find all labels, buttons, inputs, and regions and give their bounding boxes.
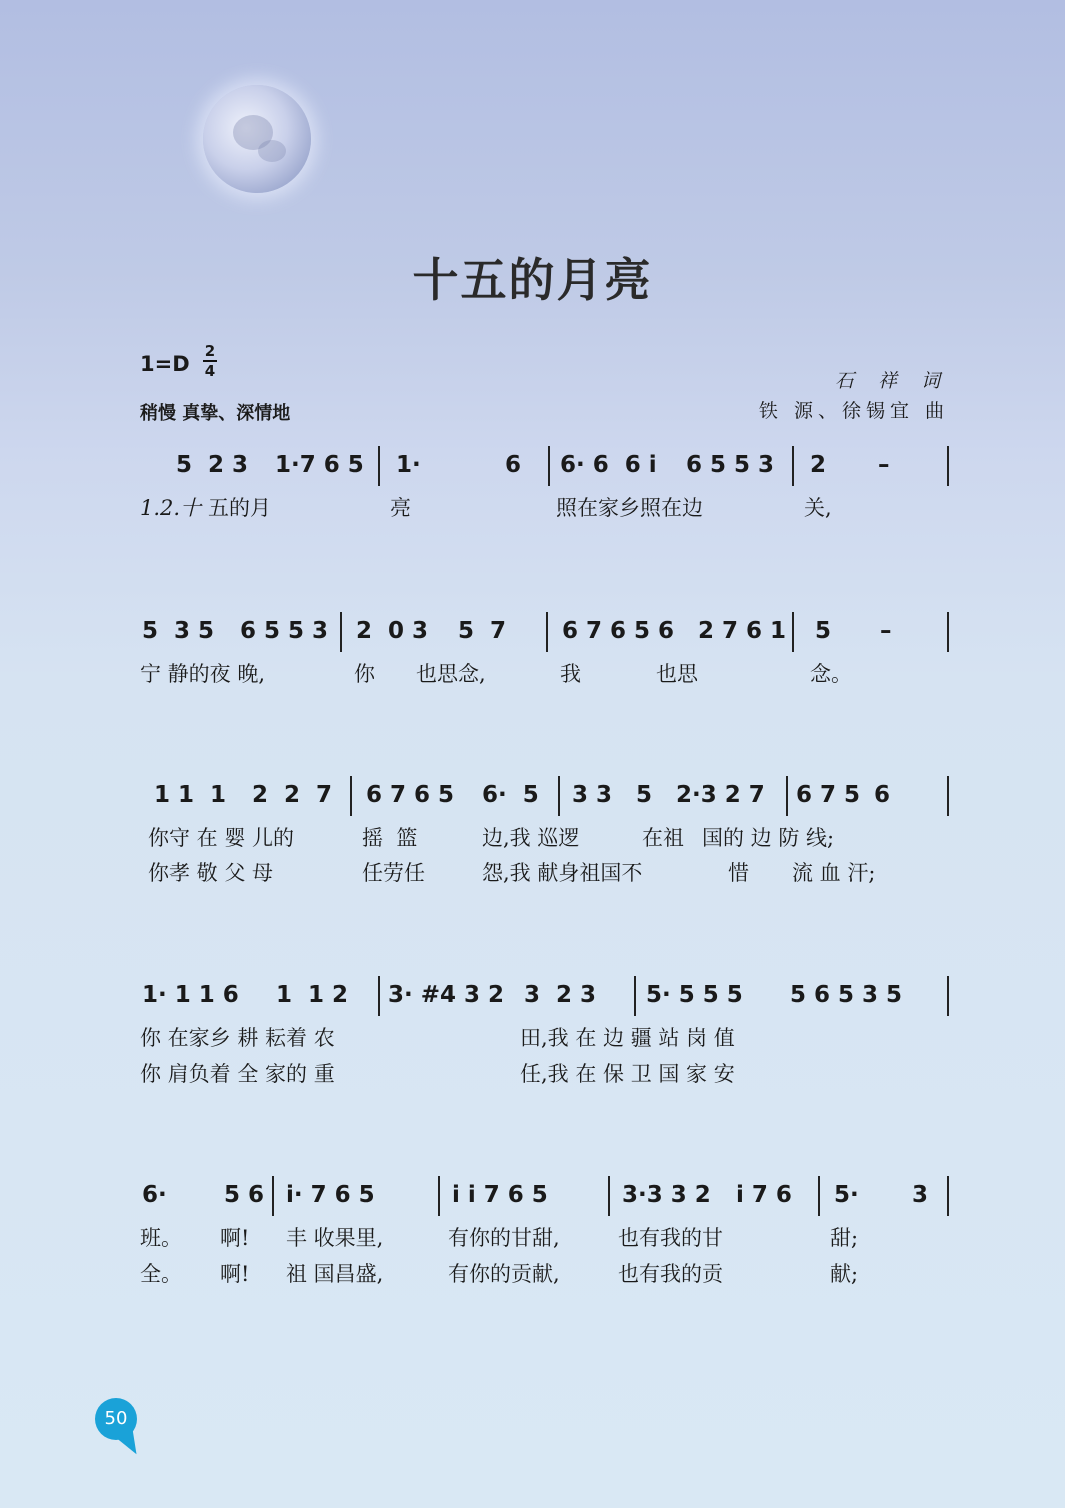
note-group: 1 1 2 xyxy=(276,982,349,1008)
lyrics-row-3-verse-1 xyxy=(140,822,955,852)
barline xyxy=(350,776,352,816)
lyric: 摇 篮 xyxy=(362,826,418,850)
lyrics-row-3-verse-2 xyxy=(140,857,955,887)
note-group: i i 7 6 5 xyxy=(452,1182,548,1208)
lyric: 也有我的贡 xyxy=(618,1262,723,1286)
lyric: 惜 xyxy=(728,861,749,885)
lyric: 献; xyxy=(830,1262,859,1286)
barline xyxy=(792,446,794,486)
lyrics-row-5-verse-1 xyxy=(140,1222,955,1252)
lyric: 啊! xyxy=(220,1262,250,1286)
barline xyxy=(786,776,788,816)
lyric: 也思 xyxy=(656,662,698,686)
lyric: 关, xyxy=(804,496,832,520)
barline xyxy=(378,446,380,486)
lyrics-row-4-verse-2 xyxy=(140,1058,955,1088)
note-group: 6 xyxy=(505,452,522,478)
lyric: 1.2.十 xyxy=(140,496,202,520)
barline xyxy=(438,1176,440,1216)
time-signature-top: 2 xyxy=(204,342,216,360)
moon-image xyxy=(203,85,311,193)
lyric: 有你的甘甜, xyxy=(448,1226,560,1250)
lyric: 有你的贡献, xyxy=(448,1262,560,1286)
note-group: 6 7 6 5 xyxy=(366,782,455,808)
note-group: 6· 6 6 i xyxy=(560,452,657,478)
note-group: 1· xyxy=(396,452,421,478)
time-signature-bottom: 4 xyxy=(204,362,216,380)
lyric: 流 血 汗; xyxy=(792,861,876,885)
note-group: 2 xyxy=(810,452,827,478)
note-group: – xyxy=(878,452,890,478)
note-group: 2 7 6 1 xyxy=(698,618,787,644)
note-group: 6 7 5 xyxy=(796,782,861,808)
lyric: 你守 在 婴 儿的 xyxy=(148,826,295,850)
barline xyxy=(548,446,550,486)
lyrics-row-2 xyxy=(140,658,955,688)
lyric: 国的 边 防 线; xyxy=(702,826,835,850)
note-group: 2·3 2 7 xyxy=(676,782,765,808)
note-group: 3 xyxy=(912,1182,929,1208)
note-group: 1 1 1 xyxy=(154,782,227,808)
lyric: 任劳任 xyxy=(362,861,425,885)
note-group: 6 7 6 5 6 xyxy=(562,618,675,644)
barline xyxy=(608,1176,610,1216)
lyric: 边,我 巡逻 xyxy=(482,826,580,850)
lyric: 念。 xyxy=(810,662,852,686)
lyric: 啊! xyxy=(220,1226,250,1250)
barline xyxy=(792,612,794,652)
note-group: 6 5 5 3 xyxy=(686,452,775,478)
note-group: 3·3 3 2 xyxy=(622,1182,711,1208)
note-group: i 7 6 xyxy=(736,1182,792,1208)
lyric: 宁 静的夜 晚, xyxy=(140,662,266,686)
lyric: 丰 收果里, xyxy=(286,1226,384,1250)
lyrics-row-1 xyxy=(140,492,955,522)
barline xyxy=(546,612,548,652)
notes-row-4 xyxy=(140,982,955,1022)
notes-row-1 xyxy=(140,452,955,492)
note-group: 5 xyxy=(815,618,832,644)
note-group: 6 xyxy=(874,782,891,808)
lyric: 你孝 敬 父 母 xyxy=(148,861,274,885)
barline xyxy=(947,976,949,1016)
lyric: 也有我的甘 xyxy=(618,1226,723,1250)
note-group: 2 2 7 xyxy=(252,782,333,808)
note-group: 5 3 5 xyxy=(142,618,215,644)
lyric: 你 在家乡 耕 耘着 农 xyxy=(140,1026,335,1050)
lyrics-row-4-verse-1 xyxy=(140,1022,955,1052)
barline xyxy=(947,1176,949,1216)
note-group: 3· #4 3 2 xyxy=(388,982,505,1008)
lyric: 祖 国昌盛, xyxy=(286,1262,384,1286)
notes-row-2 xyxy=(140,618,955,658)
barline xyxy=(947,612,949,652)
notes-row-5 xyxy=(140,1182,955,1222)
note-group: 6· 5 xyxy=(482,782,539,808)
page-number: 50 xyxy=(95,1398,137,1440)
note-group: 1·7 6 5 xyxy=(275,452,364,478)
barline xyxy=(947,776,949,816)
notes-row-3 xyxy=(140,782,955,822)
barline xyxy=(634,976,636,1016)
note-group: i· 7 6 5 xyxy=(286,1182,375,1208)
lyric: 任,我 在 保 卫 国 家 安 xyxy=(520,1062,735,1086)
note-group: 1· 1 1 6 xyxy=(142,982,239,1008)
note-group: 3 2 3 xyxy=(524,982,597,1008)
barline xyxy=(272,1176,274,1216)
note-group: 5· xyxy=(834,1182,859,1208)
note-group: 5 7 xyxy=(458,618,507,644)
note-group: 5 6 xyxy=(224,1182,265,1208)
barline xyxy=(340,612,342,652)
lyric: 照在家乡照在边 xyxy=(556,496,703,520)
note-group: 3 3 5 xyxy=(572,782,653,808)
key-signature: 1=D xyxy=(140,352,190,376)
note-group: 5 2 3 xyxy=(176,452,249,478)
time-signature xyxy=(203,343,217,379)
lyric: 五的月 xyxy=(208,496,271,520)
lyricist-credit: 石 祥 词 xyxy=(834,370,949,392)
lyric: 班。 xyxy=(140,1226,182,1250)
lyrics-row-5-verse-2 xyxy=(140,1258,955,1288)
lyric: 全。 xyxy=(140,1262,182,1286)
note-group: – xyxy=(880,618,892,644)
barline xyxy=(818,1176,820,1216)
lyric: 我 xyxy=(560,662,581,686)
barline xyxy=(378,976,380,1016)
note-group: 2 0 3 xyxy=(356,618,429,644)
lyric: 也思念, xyxy=(416,662,486,686)
lyric: 你 xyxy=(354,662,375,686)
lyric: 你 肩负着 全 家的 重 xyxy=(140,1062,335,1086)
lyric: 田,我 在 边 疆 站 岗 值 xyxy=(520,1026,735,1050)
lyric: 甜; xyxy=(830,1226,859,1250)
lyric: 怨,我 献身祖国不 xyxy=(482,861,643,885)
lyric: 在祖 xyxy=(642,826,684,850)
note-group: 6· xyxy=(142,1182,167,1208)
song-title: 十五的月亮 xyxy=(412,253,653,307)
composer-credit: 铁 源、徐锡宜 曲 xyxy=(758,400,949,422)
note-group: 5· 5 5 5 xyxy=(646,982,743,1008)
lyric: 亮 xyxy=(390,496,411,520)
barline xyxy=(558,776,560,816)
note-group: 6 5 5 3 xyxy=(240,618,329,644)
tempo-marking: 稍慢 真挚、深情地 xyxy=(140,403,291,424)
barline xyxy=(947,446,949,486)
note-group: 5 6 5 3 5 xyxy=(790,982,903,1008)
